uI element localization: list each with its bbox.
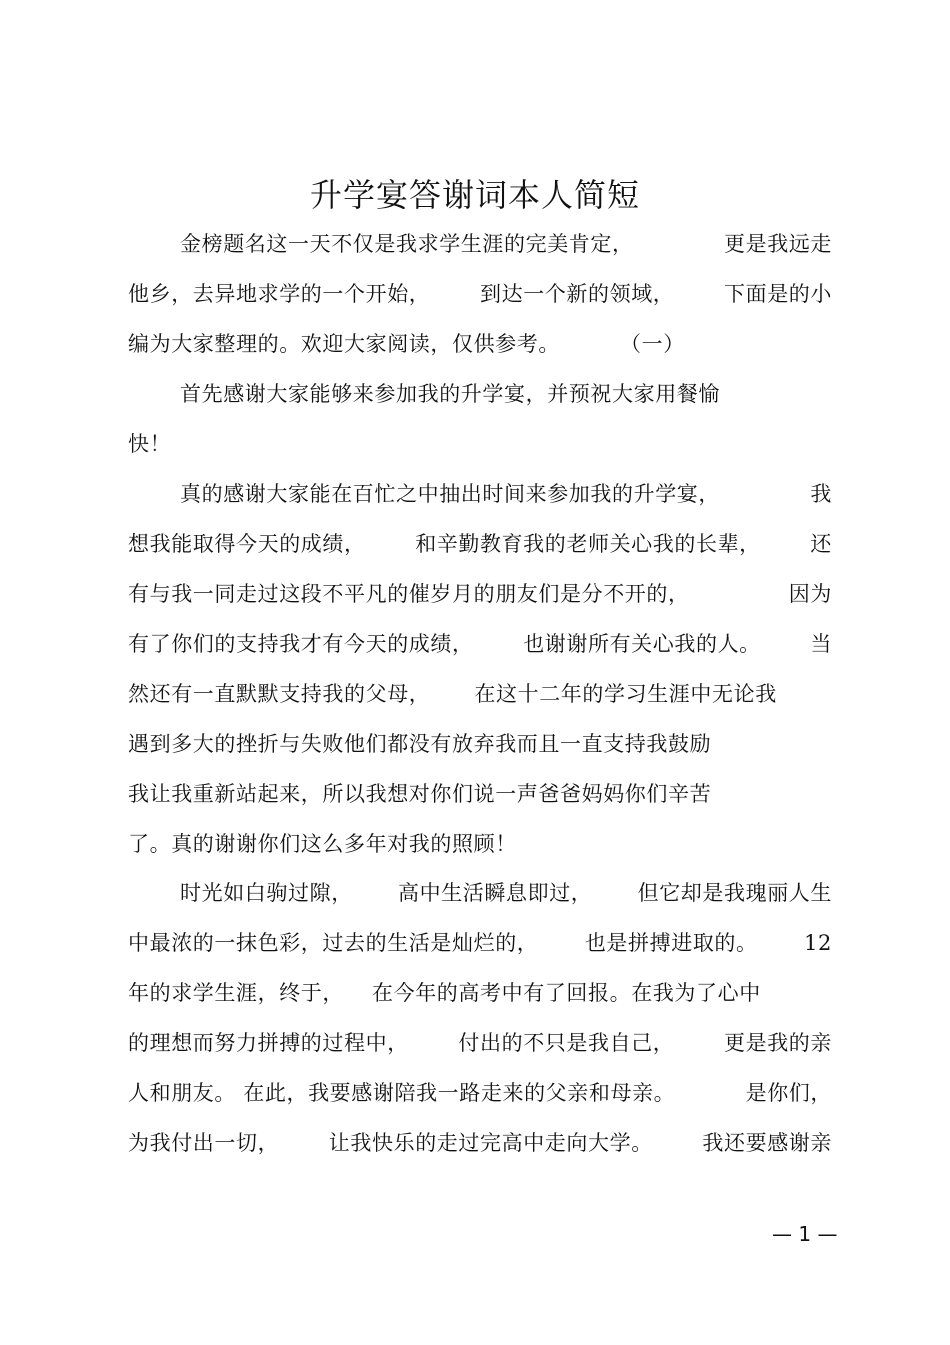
text-line — [180, 878, 832, 908]
text-segment: 和辛勤教育我的老师关心我的长辈， — [415, 532, 761, 556]
text-segment: 也是拼搏进取的。 — [584, 931, 758, 955]
text-segment: 但它却是我瑰丽人生 — [637, 881, 832, 905]
text-line — [128, 978, 832, 1008]
text-line — [180, 479, 832, 509]
text-segment: 为我付出一切， — [128, 1131, 280, 1155]
text-line — [128, 579, 832, 609]
text-line — [128, 729, 832, 759]
text-segment: 有与我一同走过这段不平凡的催岁月的朋友们是分不开的， — [128, 582, 690, 606]
text-segment: 他乡，去异地求学的一个开始， — [128, 282, 431, 306]
page-number: — 1 — — [772, 1222, 838, 1246]
text-segment: （一） — [620, 332, 685, 356]
text-segment: 下面是的小 — [724, 282, 832, 306]
text-line — [128, 429, 832, 459]
text-line — [128, 279, 832, 309]
text-line — [128, 779, 832, 809]
text-segment: 12 — [804, 931, 832, 955]
text-segment: 也谢谢所有关心我的人。 — [523, 632, 761, 656]
text-segment: 有了你们的支持我才有今天的成绩， — [128, 632, 474, 656]
text-line — [128, 629, 832, 659]
text-segment: 快！ — [128, 432, 172, 456]
text-segment: 让我快乐的走过完高中走向大学。 — [328, 1131, 653, 1155]
text-line — [128, 679, 832, 709]
text-segment: 到达一个新的领域， — [480, 282, 675, 306]
text-segment: 我还要感谢亲 — [702, 1131, 832, 1155]
text-segment: 中最浓的一抹色彩，过去的生活是灿烂的， — [128, 931, 539, 955]
text-segment: 想我能取得今天的成绩， — [128, 532, 366, 556]
text-segment: 的理想而努力拼搏的过程中， — [128, 1031, 409, 1055]
text-line — [128, 1078, 832, 1108]
text-segment: 我让我重新站起来，所以我想对你们说一声爸爸妈妈你们辛苦 — [128, 782, 712, 806]
text-line — [128, 829, 832, 859]
text-line — [128, 529, 832, 559]
text-segment: 是你们， — [745, 1081, 832, 1105]
text-segment: 然还有一直默默支持我的父母， — [128, 682, 431, 706]
text-line — [180, 379, 832, 409]
text-line — [128, 1128, 832, 1158]
document-title: 升学宴答谢词本人简短 — [309, 176, 640, 214]
text-segment: 更是我远走 — [724, 232, 832, 256]
text-line — [128, 928, 832, 958]
text-segment: 真的感谢大家能在百忙之中抽出时间来参加我的升学宴， — [180, 482, 720, 506]
text-segment: 在这十二年的学习生涯中无论我 — [474, 682, 777, 706]
text-segment: 当 — [810, 632, 832, 656]
text-segment: 在今年的高考中有了回报。在我为了心中 — [372, 981, 761, 1005]
text-segment: 还 — [810, 532, 832, 556]
text-segment: 因为 — [788, 582, 832, 606]
text-segment: 编为大家整理的。欢迎大家阅读，仅供参考。 — [128, 332, 560, 356]
text-segment: 金榜题名这一天不仅是我求学生涯的完美肯定， — [180, 232, 634, 256]
text-line — [128, 329, 832, 359]
text-segment: 高中生活瞬息即过， — [398, 881, 593, 905]
text-segment: 遇到多大的挫折与失败他们都没有放弃我而且一直支持我鼓励 — [128, 732, 712, 756]
text-segment: 我 — [810, 482, 832, 506]
text-segment: 付出的不只是我自己， — [458, 1031, 675, 1055]
text-segment: 年的求学生涯，终于， — [128, 981, 344, 1005]
text-segment: 首先感谢大家能够来参加我的升学宴，并预祝大家用餐愉 — [180, 382, 720, 406]
text-line — [128, 1028, 832, 1058]
text-segment: 人和朋友。 在此，我要感谢陪我一路走来的父亲和母亲。 — [128, 1081, 676, 1105]
text-segment: 更是我的亲 — [724, 1031, 832, 1055]
text-segment: 时光如白驹过隙， — [180, 881, 353, 905]
text-segment: 了。真的谢谢你们这么多年对我的照顾！ — [128, 832, 517, 856]
text-line — [180, 229, 832, 259]
